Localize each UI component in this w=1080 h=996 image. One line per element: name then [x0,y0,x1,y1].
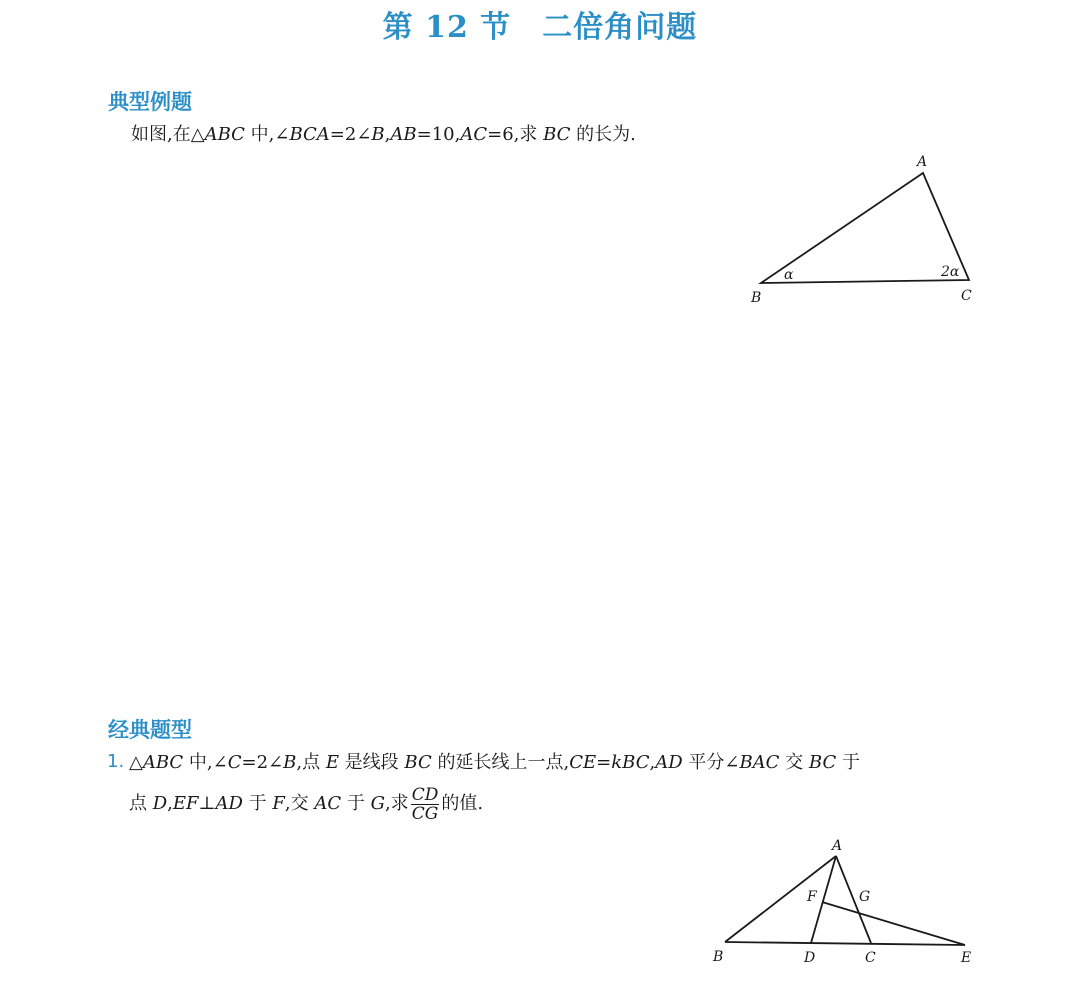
question-line-1: △ABC 中,∠C=2∠B,点 E 是线段 BC 的延长线上一点,CE=kBC,AD 平分∠BAC 交 BC 于 [129,752,860,773]
question-line-2: 点 D,EF⊥AD 于 F,交 AC 于 G,求 $\frac{CD}{CG}$ 的值. [129,784,484,824]
classic-heading: 经典题型 [108,718,192,742]
angle-alpha-label: α [784,267,794,283]
label-c: C [961,288,972,304]
label-f: F [807,889,817,905]
segment-be [725,942,965,945]
label-e: E [961,950,972,966]
page-title: 第 12 节 二倍角问题 [382,10,698,45]
fraction-denominator: CG [411,803,439,824]
segment-ab [725,856,836,942]
question-figure [700,830,990,980]
fraction-numerator: CD [411,784,439,805]
label-a: A [917,154,928,170]
label-c: C [865,950,876,966]
label-a: A [832,838,843,854]
question-number: 1. [107,751,125,772]
label-b: B [713,949,724,965]
angle-two-alpha-label: 2α [941,264,960,280]
example-problem-text: 如图,在△ABC 中,∠BCA=2∠B,AB=10,AC=6,求 BC 的长为. [131,124,636,145]
fraction-cd-over-cg [411,786,440,823]
example-triangle-figure [740,150,990,310]
label-g: G [859,889,871,905]
label-d: D [804,950,816,966]
label-b: B [751,290,762,306]
segment-fe [822,902,965,945]
example-heading: 典型例题 [108,90,192,114]
